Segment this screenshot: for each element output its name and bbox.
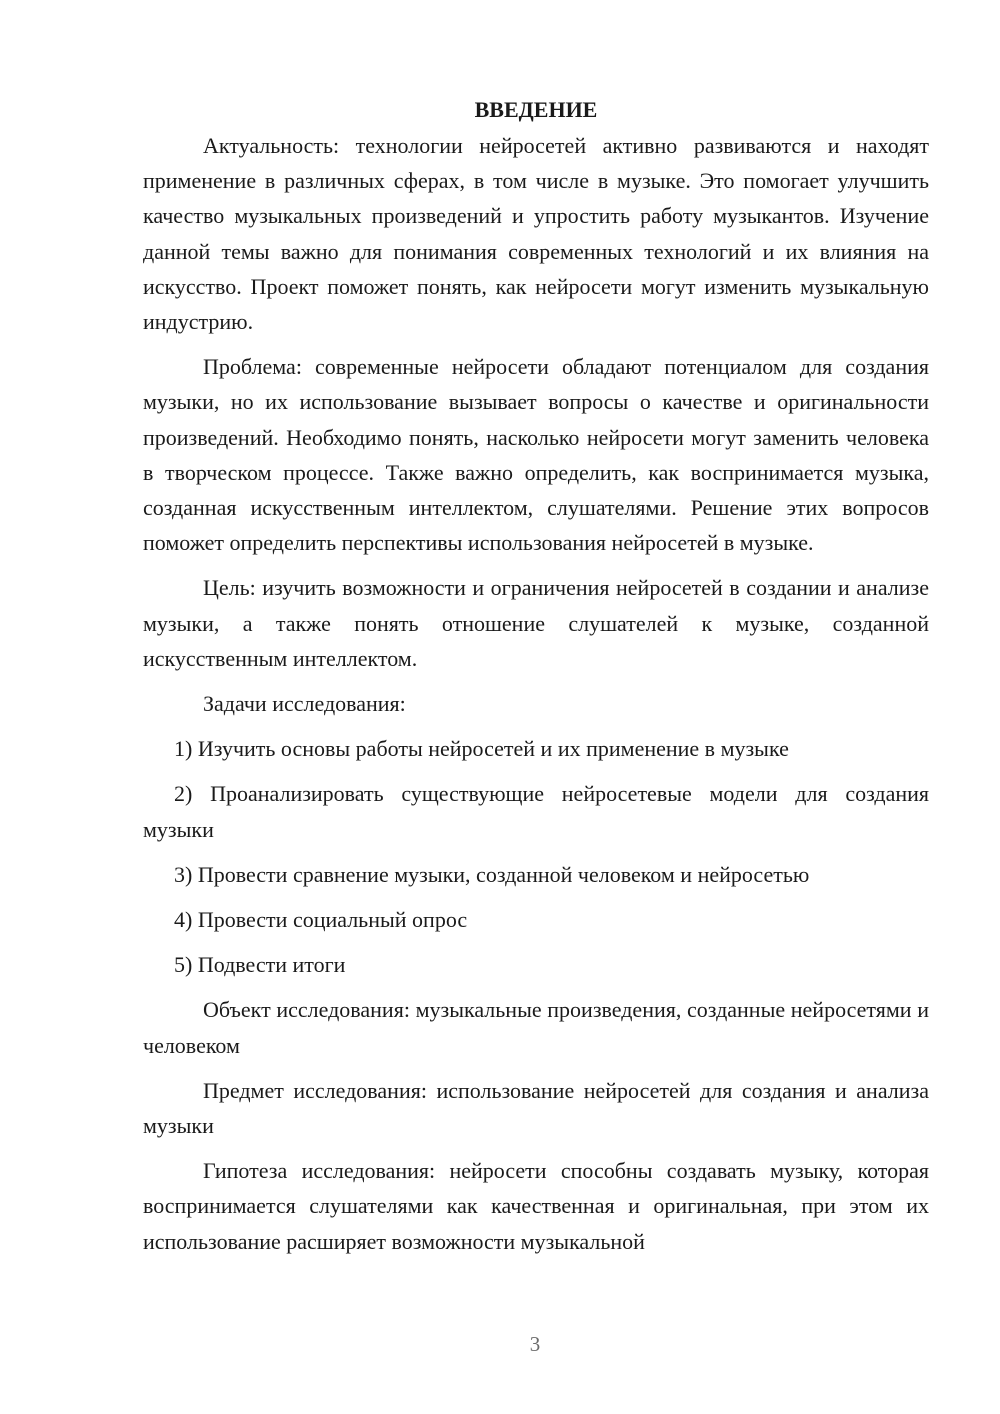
paragraph-hypothesis: Гипотеза исследования: нейросети способны создавать музыку, которая воспринимается слушателями как качественная и оригинальная, при этом их использование расширяет возможности музыкальной [143, 1158, 929, 1254]
paragraph-problem: Проблема: современные нейросети обладают потенциалом для создания музыки, но их использование вызывает вопросы о качестве и оригинальности произведений. Необходимо понять, насколько нейросети могут заменить человека в творческом процессе. Также важно определить, как воспринимается музыка, созданная искусственным интеллектом, слушателями. Решение этих вопросов поможет определить перспективы использования нейросетей в музыке. [143, 354, 929, 556]
tasks-title: Задачи исследования: [203, 691, 406, 717]
paragraph-object: Объект исследования: музыкальные произведения, созданные нейросетями и человеком [143, 997, 929, 1058]
task-item-4: 4) Провести социальный опрос [174, 907, 468, 933]
page-content [143, 92, 929, 1269]
task-item-3: 3) Провести сравнение музыки, созданной человеком и нейросетью [174, 861, 810, 887]
task-item-1: 1) Изучить основы работы нейросетей и их применение в музыке [174, 736, 789, 762]
section-heading: ВВЕДЕНИЕ [474, 97, 598, 122]
task-item-5: 5) Подвести итоги [174, 952, 346, 978]
page-number: 3 [529, 1332, 541, 1356]
paragraph-subject: Предмет исследования: использование нейросетей для создания и анализа музыки [143, 1077, 929, 1139]
paragraph-goal: Цель: изучить возможности и ограничения нейросетей в создании и анализе музыки, а также понять отношение слушателей к музыке, созданной искусственным интеллектом. [143, 575, 929, 671]
task-item-2: 2) Проанализировать существующие нейросетевые модели для создания музыки [143, 781, 929, 842]
paragraph-relevance: Актуальность: технологии нейросетей активно развиваются и находят применение в различных сферах, в том числе в музыке. Это помогает улучшить качество музыкальных произведений и упростить работу музыкантов. Изучение данной темы важно для понимания современных технологий и их влияния на искусство. Проект поможет понять, как нейросети могут изменить музыкальную индустрию. [143, 133, 929, 335]
